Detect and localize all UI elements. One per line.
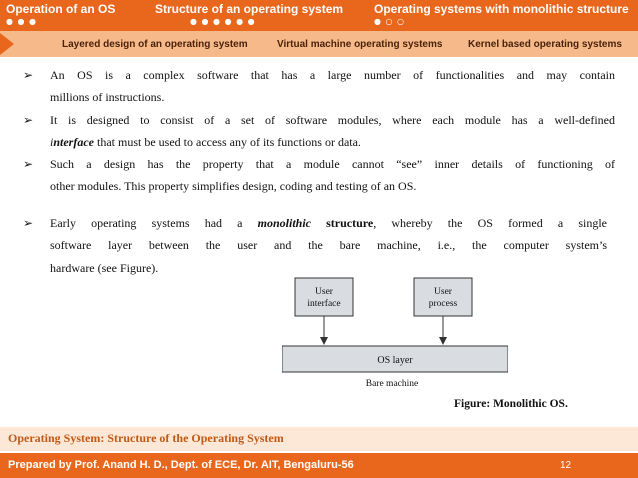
user-process-label-1: User — [434, 287, 452, 297]
nav-section-progress-dots[interactable]: ● ● ● ● ● ● — [190, 17, 256, 26]
bullet-2-line-1: It is designed to consist of a set of software modules, where each module has a well-defined — [50, 113, 615, 127]
user-interface-label-2: interface — [307, 299, 341, 309]
subsection-marker-icon — [0, 33, 14, 55]
page-number: 12 — [560, 460, 572, 471]
monolithic-os-diagram — [282, 272, 508, 392]
nav-subsection-virtual-machine[interactable]: Virtual machine operating systems — [277, 39, 443, 50]
bullet-2-line-2 — [50, 135, 615, 150]
user-interface-label-1: User — [315, 287, 333, 297]
monolithic-os-figure — [282, 272, 508, 392]
user-process-label-2: process — [428, 299, 458, 309]
bullet-3-line-2: other modules. This property simplifies design, coding and testing of an OS. — [50, 179, 417, 193]
nav-subsection-layered-design[interactable]: Layered design of an operating system — [62, 39, 248, 50]
bullet-4-line-1 — [50, 216, 607, 231]
author-credit: Prepared by Prof. Anand H. D., Dept. of ECE, Dr. AIT, Bengaluru-56 — [8, 459, 354, 471]
nav-section-monolithic-structure[interactable]: Operating systems with monolithic structure — [374, 2, 629, 16]
credit-footer — [0, 453, 638, 478]
user-process-box — [414, 278, 472, 316]
bare-machine-label: Bare machine — [365, 379, 419, 389]
user-interface-box — [295, 278, 353, 316]
slide-footer-title: Operating System: Structure of the Operating System — [8, 431, 284, 445]
bullet-4-line-2: software layer between the user and the bare machine, i.e., the computer system’s — [50, 238, 607, 252]
interface-emphasis: nterface — [53, 135, 94, 149]
bullet-4-line-3: hardware (see Figure). — [50, 261, 159, 275]
bullet-3-line-1: Such a design has the property that a module cannot “see” inner details of functioning of — [50, 157, 615, 171]
nav-section-progress-dots[interactable]: ● ○ ○ — [374, 17, 406, 26]
os-layer-label: OS layer — [377, 355, 413, 366]
arrow-bullet-icon: ➢ — [23, 157, 34, 171]
arrow-bullet-icon: ➢ — [23, 113, 34, 127]
arrow-bullet-icon: ➢ — [23, 216, 34, 230]
monolithic-emphasis: monolithic — [257, 216, 311, 230]
bullet-1-line-1: An OS is a complex software that has a large number of functionalities and may contain — [50, 68, 615, 82]
bullet-4-line-1-a: Early operating systems had a — [50, 216, 258, 230]
nav-section-structure-of-os[interactable]: Structure of an operating system — [155, 2, 344, 16]
section-nav-bar — [0, 0, 638, 31]
interface-initial: i — [50, 135, 54, 149]
bullet-2-line-2-rest: that must be used to access any of its functions or data. — [94, 135, 361, 149]
nav-section-operation-of-os[interactable]: Operation of an OS — [6, 2, 116, 16]
nav-subsection-kernel-based[interactable]: Kernel based operating systems — [468, 39, 622, 50]
figure-caption: Figure: Monolithic OS. — [454, 398, 568, 410]
structure-emphasis: structure — [310, 216, 374, 230]
bullet-4-line-1-b: , whereby the OS formed a single — [373, 216, 607, 230]
nav-section-progress-dots[interactable]: ● ● ● — [6, 17, 38, 26]
arrow-bullet-icon: ➢ — [23, 68, 34, 82]
bullet-1-line-2: millions of instructions. — [50, 90, 165, 104]
slide-title-footer — [0, 427, 638, 451]
